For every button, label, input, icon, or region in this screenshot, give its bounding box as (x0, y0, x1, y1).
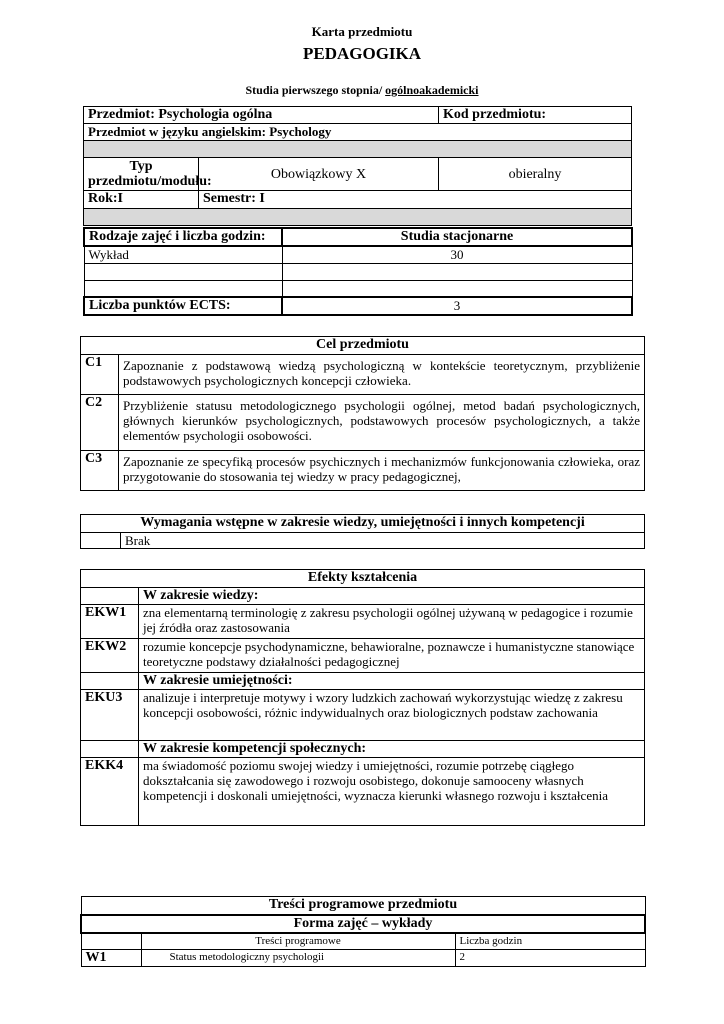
hours-row-value (282, 263, 632, 280)
outcome-code: EKW1 (81, 605, 139, 639)
objective-code: C1 (81, 355, 119, 395)
objective-text: Zapoznanie z podstawową wiedzą psychologiczną w kontekście teoretycznym, przybliżenie podstawowych psychologicznych koncepcji człowieka. (119, 355, 645, 395)
program-row-content: Status metodologiczny psychologii (141, 949, 455, 966)
course-info-table (83, 106, 632, 226)
hours-table (83, 227, 633, 316)
module-type-label: Typ przedmiotu/modułu: (84, 158, 199, 191)
outcome-text: zna elementarną terminologię z zakresu psychologii ogólnej używaną w pedagogice i rozumie jej źródła oraz zastosowania (139, 605, 645, 639)
outcomes-title: Efekty kształcenia (81, 570, 645, 588)
objective-code: C3 (81, 451, 119, 491)
grey-separator (84, 141, 632, 158)
hours-row-value (282, 280, 632, 297)
semester: Semestr: I (199, 191, 632, 209)
hours-row-value: 30 (282, 246, 632, 263)
program-content-column-header: Treści programowe (141, 933, 455, 950)
outcomes-empty-cell (81, 588, 139, 605)
learning-outcomes-table (80, 569, 645, 826)
prerequisites-value: Brak (121, 533, 645, 549)
program-content-subtitle: Forma zajęć – wykłady (81, 915, 645, 933)
hours-header-left: Rodzaje zajęć i liczba godzin: (84, 228, 282, 246)
ects-label: Liczba punktów ECTS: (84, 297, 282, 315)
course-name: Przedmiot: Psychologia ogólna (84, 107, 439, 124)
document-label: Karta przedmiotu (311, 24, 413, 39)
objective-text: Zapoznanie ze specyfiką procesów psychicznych i mechanizmów funkcjonowania człowieka, oraz przygotowanie do stosowania tej wiedzy w pracy pedagogicznej, (119, 451, 645, 491)
prerequisites-table (80, 514, 645, 549)
program-row-hours: 2 (455, 949, 645, 966)
outcomes-section-competences: W zakresie kompetencji społecznych: (139, 741, 645, 758)
module-type-value: Obowiązkowy X (199, 158, 439, 191)
outcomes-empty-cell (81, 741, 139, 758)
prerequisites-title: Wymagania wstępne w zakresie wiedzy, umiejętności i innych kompetencji (81, 515, 645, 533)
study-profile: ogólnoakademicki (385, 83, 479, 97)
hours-row-label (84, 280, 282, 297)
study-level (0, 83, 724, 98)
course-objectives-table (80, 336, 645, 491)
objectives-title: Cel przedmiotu (81, 337, 645, 355)
study-level-prefix: Studia pierwszego stopnia/ (245, 83, 386, 97)
outcomes-empty-cell (81, 673, 139, 690)
hours-row-label: Wykład (84, 246, 282, 263)
outcomes-section-knowledge: W zakresie wiedzy: (139, 588, 645, 605)
objective-text: Przybliżenie statusu metodologicznego psychologii ogólnej, metod badań psychologicznych, głównych kierunków psychologicznych, podstawowych procesów psychologicznych, a także elementów psychologii osobowości. (119, 395, 645, 451)
course-code-label: Kod przedmiotu: (439, 107, 632, 124)
ects-value: 3 (282, 297, 632, 315)
hours-header-right: Studia stacjonarne (282, 228, 632, 246)
field-of-study-title: PEDAGOGIKA (302, 44, 422, 63)
program-row-code: W1 (81, 949, 141, 966)
course-english-name: Przedmiot w języku angielskim: Psychology (84, 124, 632, 141)
program-content-empty-cell (81, 933, 141, 950)
outcome-code: EKK4 (81, 758, 139, 826)
outcome-code: EKW2 (81, 639, 139, 673)
hours-row-label (84, 263, 282, 280)
outcomes-section-skills: W zakresie umiejętności: (139, 673, 645, 690)
outcome-text: rozumie koncepcje psychodynamiczne, behawioralne, poznawcze i humanistyczne stanowiące teoretyczne podstawy działalności pedagogicznej (139, 639, 645, 673)
outcome-code: EKU3 (81, 690, 139, 741)
year: Rok:I (84, 191, 199, 209)
grey-separator (84, 209, 632, 226)
objective-code: C2 (81, 395, 119, 451)
prerequisites-empty-cell (81, 533, 121, 549)
program-hours-column-header: Liczba godzin (455, 933, 645, 950)
program-content-table (80, 896, 646, 967)
program-content-title: Treści programowe przedmiotu (81, 897, 645, 915)
outcome-text: ma świadomość poziomu swojej wiedzy i umiejętności, rozumie potrzebę ciągłego dokształcania się zawodowego i rozwoju osobistego, dokonuje samooceny własnych kompetencji i doskonali umiejętności, wyznacza kierunki własnego rozwoju i kształcenia (139, 758, 645, 826)
outcome-text: analizuje i interpretuje motywy i wzory ludzkich zachowań wykorzystując wiedzę z zakresu koncepcji osobowości, różnic indywidualnych oraz biologicznych podstaw zachowania (139, 690, 645, 741)
module-type-option: obieralny (439, 158, 632, 191)
